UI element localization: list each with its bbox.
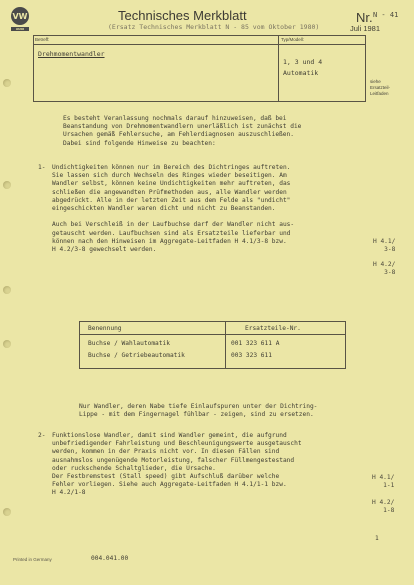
parts-table — [79, 321, 346, 369]
table-header-benennung: Benennung — [88, 325, 122, 332]
footer-code: 004.041.00 — [91, 555, 129, 562]
table-header-ersatzteil: Ersatzteile-Nr. — [245, 325, 301, 332]
document-date: Juli 1981 — [350, 24, 381, 33]
side-note-text: siehe Ersatzteil- Leitfaden — [370, 79, 391, 96]
section-1-text: Undichtigkeiten können nur im Bereich des Dichtringes auftreten. Sie lassen sich durch Wechseln des Ringes wieder beseitigen. Am Wandler selbst, können keine Undichtigkeiten mehr auftreten, das schließen die angewandten Prüfmethoden aus, alle Wandler werden abgedrückt. Alle in der letzten Zeit aus dem Felde als "undicht" eingeschickten Wandler waren dicht und nicht zu Beanstanden. Auch bei Verschleiß in der Laufbuchse darf der Wandler nicht aus- getauscht werden. Laufbuchsen sind als Ersatzteile lieferbar und können nach den Hinweisen im Aggregate-Leitfaden H 4.1/3-8 bzw. H 4.2/3-8 gewechselt werden. — [52, 164, 295, 254]
table-cell-benennung-1: Buchse / Wahlautomatik — [88, 340, 170, 347]
side-note — [370, 79, 390, 97]
document-title: Technisches Merkblatt — [118, 8, 247, 23]
section-2-text: Funktionslose Wandler, damit sind Wandler gemeint, die aufgrund unbefriedigender Fahrleistung und Beschleunigungswerte ausgetauscht werden, kommen in der Praxis nicht vor. In diesen Fällen sind ausnahmslos ungenügende Motorleistung, falscher Füllmengestestand oder ruckschende Schaltglieder, die Ursache. Der Festbremstest (Stall speed) gibt Aufschluß darüber welche Fehler vorliegen. Siehe auch Aggregate-Leitfaden H 4.1/1-1 bzw. H 4.2/1-8 — [52, 432, 302, 497]
footer-label: Printed in Germany — [13, 557, 52, 562]
table-column-divider — [225, 322, 226, 368]
section-1-ref-1: H 4.1/ 3-8 — [373, 238, 396, 253]
document-number: N - 41 — [373, 11, 399, 19]
table-cell-part-number-1: 001 323 611 A — [231, 340, 280, 347]
table-header-line — [80, 334, 345, 335]
page-number: 1 — [375, 535, 379, 542]
table-cell-benennung-2: Buchse / Getriebeautomatik — [88, 352, 185, 359]
document-subtitle: (Ersatz Technisches Merkblatt N - 85 vom Oktober 1980) — [108, 23, 320, 31]
number-label: Nr. — [356, 10, 373, 25]
typ-models: 1, 3 und 4 — [283, 58, 323, 66]
audi-logo-label: AUDI — [11, 27, 29, 31]
section-2-number: 2- — [38, 432, 46, 439]
section-2-ref-1: H 4.1/ 1-1 — [372, 474, 395, 489]
vw-logo: VW — [11, 7, 29, 25]
typ-label: Typ/Modell: — [281, 37, 305, 42]
box-header-line — [33, 44, 365, 45]
intro-paragraph: Es besteht Veranlassung nochmals darauf hinzuweisen, daß bei Beanstandung von Drehmomentwandlern unerläßlich ist zunächst die Ursachen gemäß Fehlersuche, am Fehlerdiagnosen auszuschließen. Dabei sind folgende Hinweise zu beachten: — [63, 115, 302, 147]
section-2-ref-2: H 4.2/ 1-8 — [372, 499, 395, 514]
subject-text: Drehmomentwandler — [38, 50, 105, 58]
typ-transmission: Automatik — [283, 69, 319, 77]
note-paragraph: Nur Wandler, deren Nabe tiefe Einlaufspuren unter der Dichtring- Lippe - mit dem Fingernagel fühlbar - zeigen, sind zu ersetzen. — [79, 403, 318, 419]
table-cell-part-number-2: 003 323 611 — [231, 352, 272, 359]
section-1-ref-2: H 4.2/ 3-8 — [373, 261, 396, 276]
betreff-label: Betreff: — [35, 37, 50, 42]
section-1-number: 1- — [38, 164, 46, 171]
